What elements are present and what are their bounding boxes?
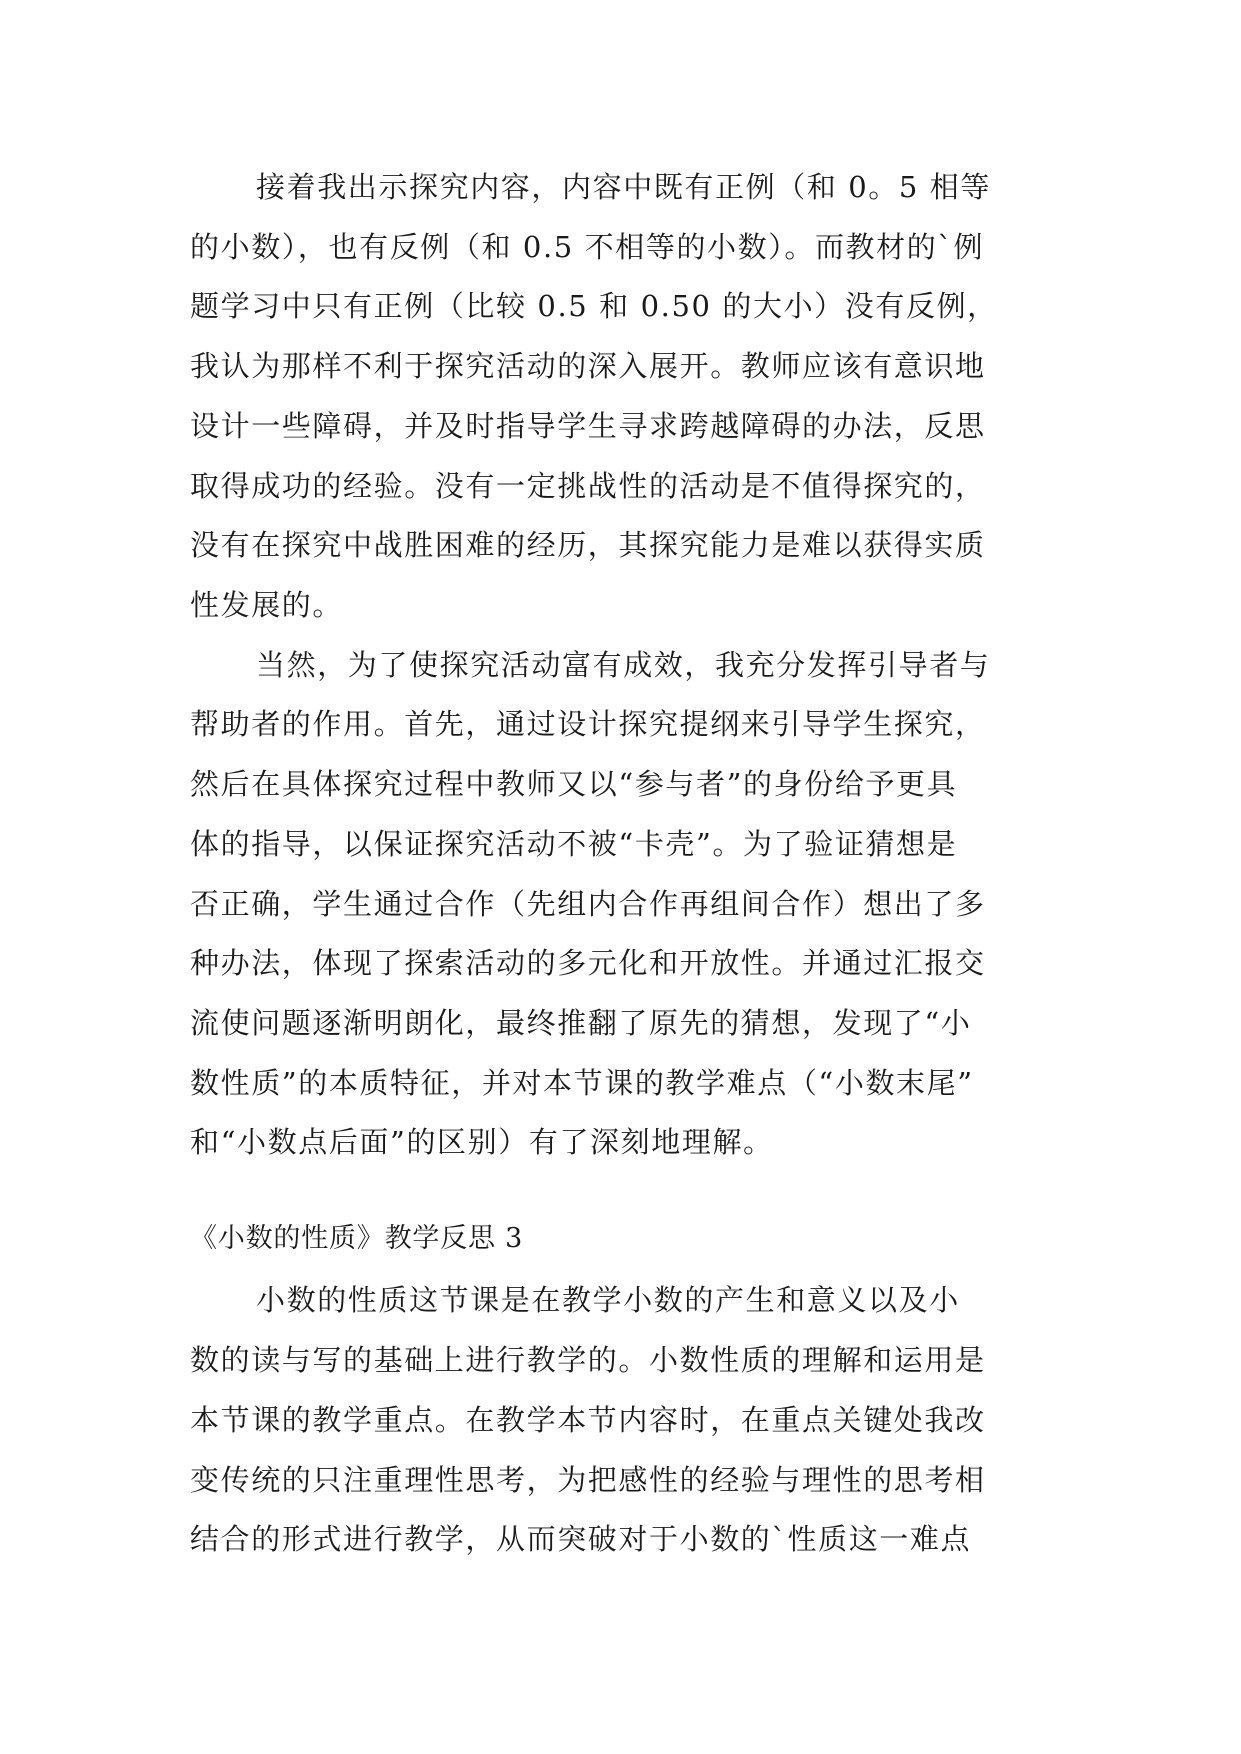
paragraph-2-line: 和“小数点后面”的区别）有了深刻地理解。 <box>190 1125 774 1159</box>
paragraph-3-line: 结合的形式进行教学，从而突破对于小数的`性质这一难点 <box>190 1522 972 1556</box>
paragraph-1-line: 的小数），也有反例（和 0.5 不相等的小数）。而教材的`例 <box>190 230 985 264</box>
paragraph-2-line: 帮助者的作用。首先，通过设计探究提纲来引导学生探究， <box>190 707 986 741</box>
paragraph-1-line: 性发展的。 <box>190 588 344 622</box>
paragraph-3-line: 变传统的只注重理性思考，为把感性的经验与理性的思考相 <box>190 1463 986 1497</box>
paragraph-2-line: 然后在具体探究过程中教师又以“参与者”的身份给予更具 <box>190 767 958 801</box>
paragraph-2-line: 数性质”的本质特征，并对本节课的教学难点（“小数末尾” <box>190 1066 974 1100</box>
paragraph-2-line: 当然，为了使探究活动富有成效，我充分发挥引导者与 <box>256 648 991 682</box>
paragraph-1-line: 取得成功的经验。没有一定挑战性的活动是不值得探究的， <box>190 469 986 503</box>
paragraph-3-line: 数的读与写的基础上进行教学的。小数性质的理解和运用是 <box>190 1343 986 1377</box>
paragraph-1-line: 设计一些障碍，并及时指导学生寻求跨越障碍的办法，反思 <box>190 409 986 443</box>
paragraph-2-line: 体的指导，以保证探究活动不被“卡壳”。为了验证猜想是 <box>190 827 958 861</box>
paragraph-1-line: 接着我出示探究内容，内容中既有正例（和 0。5 相等 <box>256 170 991 204</box>
paragraph-3-line: 小数的性质这节课是在教学小数的产生和意义以及小 <box>256 1283 960 1317</box>
paragraph-1-line: 没有在探究中战胜困难的经历，其探究能力是难以获得实质 <box>190 528 986 562</box>
paragraph-1-line: 题学习中只有正例（比较 0.5 和 0.50 的大小）没有反例， <box>190 289 998 323</box>
paragraph-2-line: 种办法，体现了探索活动的多元化和开放性。并通过汇报交 <box>190 946 986 980</box>
paragraph-1-line: 我认为那样不利于探究活动的深入展开。教师应该有意识地 <box>190 349 986 383</box>
paragraph-2-line: 流使问题逐渐明朗化，最终推翻了原先的猜想，发现了“小 <box>190 1006 972 1040</box>
paragraph-3-line: 本节课的教学重点。在教学本节内容时，在重点关键处我改 <box>190 1403 986 1437</box>
section-title: 《小数的性质》教学反思 3 <box>190 1223 524 1254</box>
paragraph-2-line: 否正确，学生通过合作（先组内合作再组间合作）想出了多 <box>190 887 986 921</box>
